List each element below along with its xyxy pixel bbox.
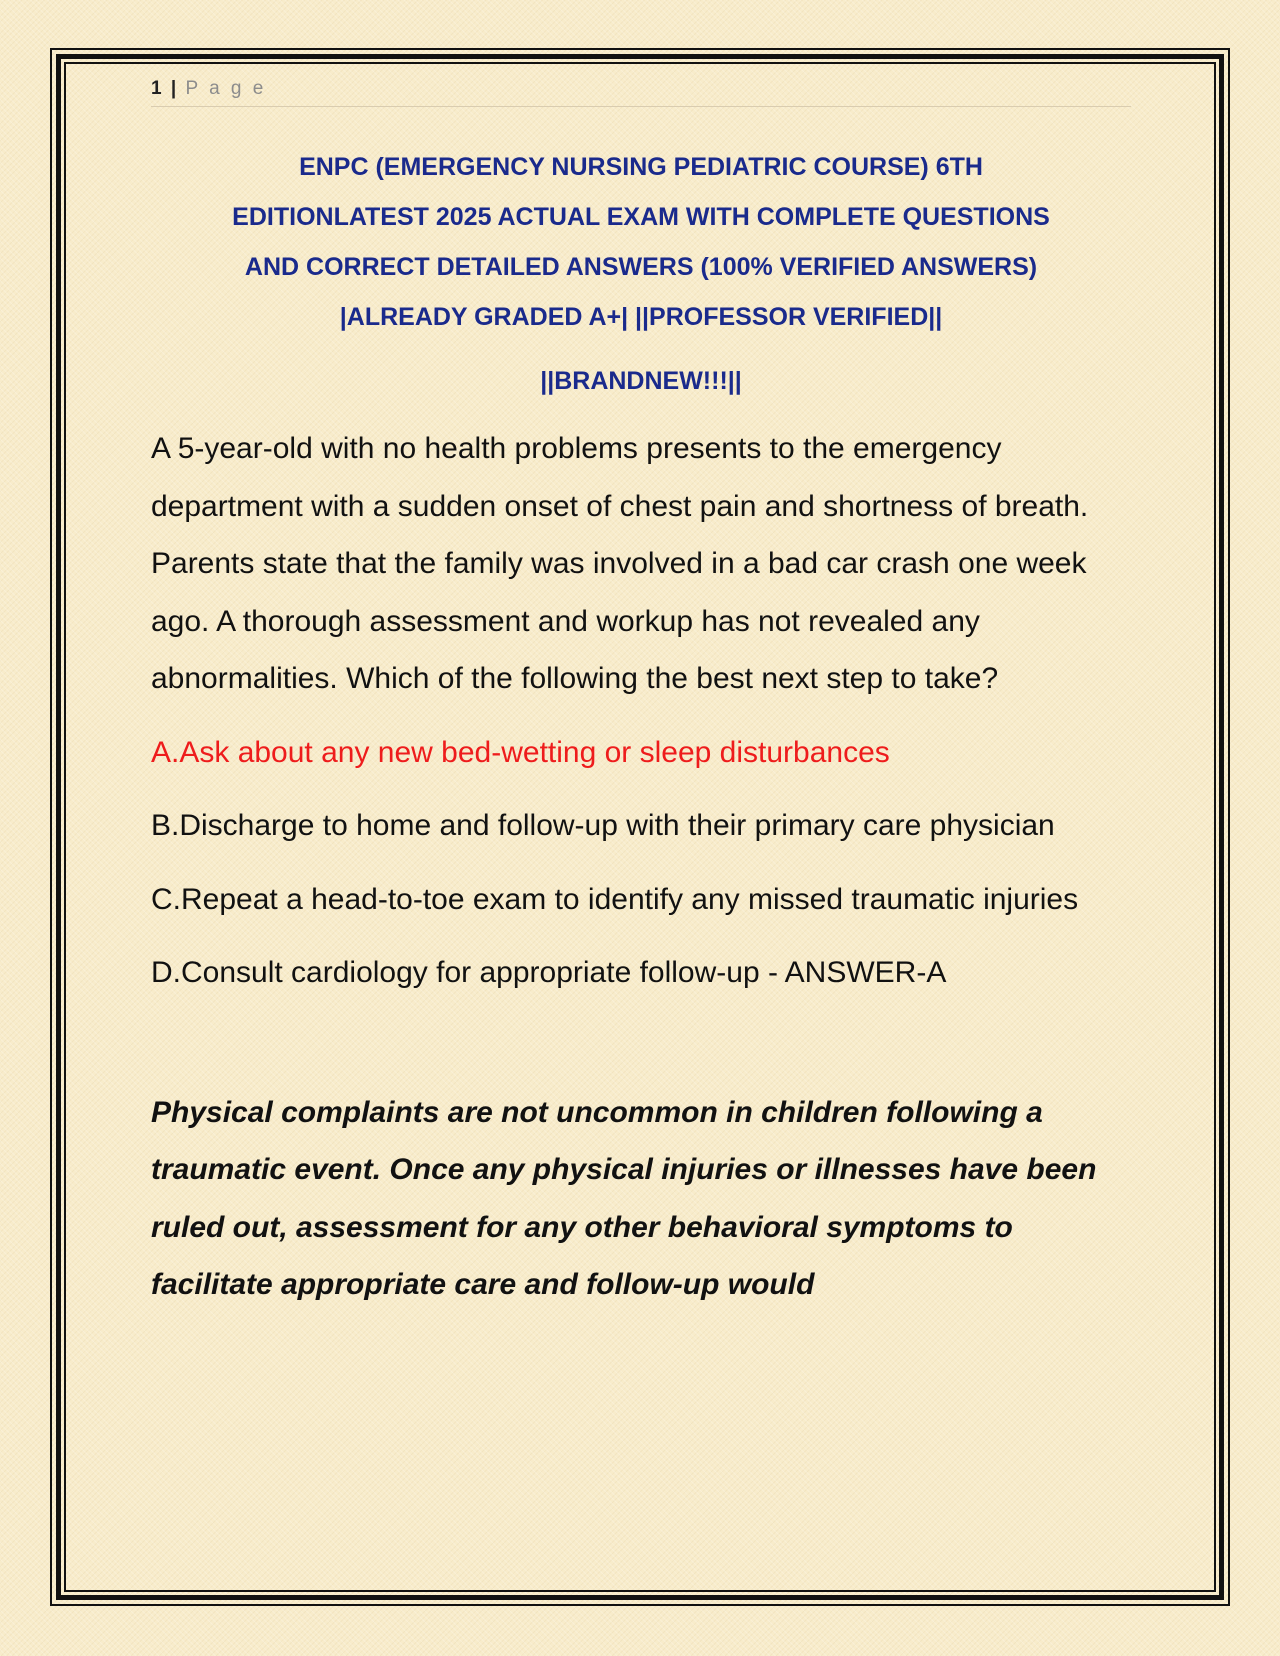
- page-label: P a g e: [185, 78, 267, 99]
- answer-option-a: A.Ask about any new bed-wetting or sleep disturbances: [151, 735, 890, 769]
- title-tag: ||BRANDNEW!!!||: [540, 367, 742, 395]
- answer-option-b: B.Discharge to home and follow-up with their primary care physician: [151, 809, 1055, 842]
- page-separator: |: [170, 78, 177, 99]
- title-line: EDITIONLATEST 2025 ACTUAL EXAM WITH COMPLETE QUESTIONS: [232, 203, 1050, 231]
- page-header: [151, 78, 1131, 107]
- document-title: [151, 142, 1131, 342]
- answer-option-c: C.Repeat a head-to-toe exam to identify any missed traumatic injuries: [151, 882, 1079, 916]
- document-content: [151, 142, 1131, 1314]
- title-line: |ALREADY GRADED A+| ||PROFESSOR VERIFIED||: [339, 303, 943, 331]
- question-text: A 5-year-old with no health problems presents to the emergency department with a sudden onset of chest pain and shortness of breath. Parents state that the family was involved in a bad car crash one week ago. A thorough assessment and workup has not revealed any abnormalities. Which of the following the best next step to take?: [151, 432, 1089, 695]
- answer-option-d: D.Consult cardiology for appropriate follow-up - ANSWER-A: [151, 956, 947, 989]
- page-number: 1: [151, 78, 162, 99]
- title-line: AND CORRECT DETAILED ANSWERS (100% VERIFIED ANSWERS): [244, 253, 1038, 281]
- title-line: ENPC (EMERGENCY NURSING PEDIATRIC COURSE) 6TH: [299, 153, 983, 181]
- answer-explanation: Physical complaints are not uncommon in children following a traumatic event. Once any physical injuries or illnesses have been ruled out, assessment for any other behavioral symptoms to facilitate appropriate care and follow-up would: [151, 1095, 1097, 1301]
